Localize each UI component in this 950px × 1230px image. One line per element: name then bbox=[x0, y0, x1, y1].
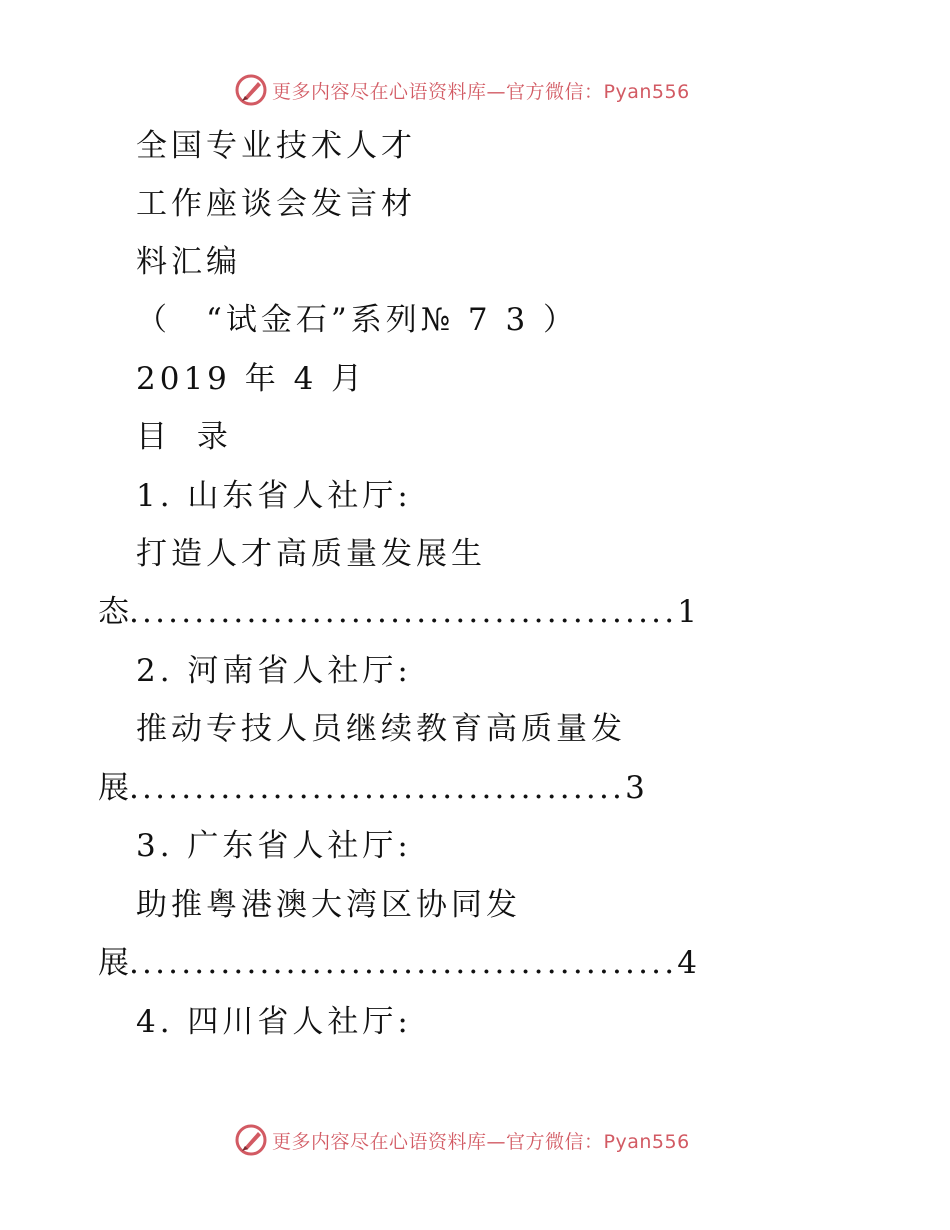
toc-entry-1-org: 1. 山东省人社厅: bbox=[136, 478, 412, 514]
toc-entry-3-title-tail: 展 bbox=[98, 945, 129, 981]
watermark-text: 更多内容尽在心语资料库—官方微信：Pyan556 bbox=[272, 80, 690, 103]
footer-watermark bbox=[234, 1122, 690, 1158]
title-line-1: 全国专业技术人才 bbox=[136, 128, 416, 164]
toc-entry-2-title: 推动专技人员继续教育高质量发 bbox=[136, 711, 626, 747]
title-line-3: 料汇编 bbox=[136, 244, 241, 280]
quill-pen-logo-icon bbox=[234, 1123, 268, 1157]
title-line-2: 工作座谈会发言材 bbox=[136, 186, 416, 222]
toc-entry-2-title-tail: 展 bbox=[98, 770, 129, 806]
toc-entry-2-page-number: 3 bbox=[625, 770, 645, 806]
toc-entry-3-page-number: 4 bbox=[677, 945, 698, 981]
toc-entry-4-org: 4. 四川省人社厅: bbox=[136, 1004, 412, 1040]
toc-entry-1-page-number: 1 bbox=[677, 594, 698, 630]
toc-entry-2-dot-leader: ...................................... bbox=[129, 770, 626, 806]
toc-entry-1-dot-leader: .......................................... bbox=[129, 594, 678, 630]
date-line: 2019 年 4 月 bbox=[136, 361, 367, 397]
toc-entry-3-dot-leader: .......................................... bbox=[129, 945, 678, 981]
toc-entry-3-org: 3. 广东省人社厅: bbox=[136, 828, 412, 864]
watermark-text: 更多内容尽在心语资料库—官方微信：Pyan556 bbox=[272, 1130, 690, 1153]
toc-entry-1-leader-row[interactable] bbox=[98, 592, 838, 632]
series-line: （ “试金石”系列№ 7 3 ） bbox=[136, 302, 579, 338]
toc-entry-2-leader-row[interactable] bbox=[98, 768, 838, 808]
toc-entry-2-org: 2. 河南省人社厅: bbox=[136, 653, 412, 689]
quill-pen-logo-icon bbox=[234, 73, 268, 107]
toc-entry-1-title-tail: 态 bbox=[98, 594, 129, 630]
toc-heading: 目 录 bbox=[136, 419, 238, 455]
toc-entry-3-leader-row[interactable] bbox=[98, 943, 838, 983]
header-watermark bbox=[234, 72, 690, 108]
toc-entry-3-title: 助推粤港澳大湾区协同发 bbox=[136, 887, 521, 923]
toc-entry-1-title: 打造人才高质量发展生 bbox=[136, 536, 486, 572]
